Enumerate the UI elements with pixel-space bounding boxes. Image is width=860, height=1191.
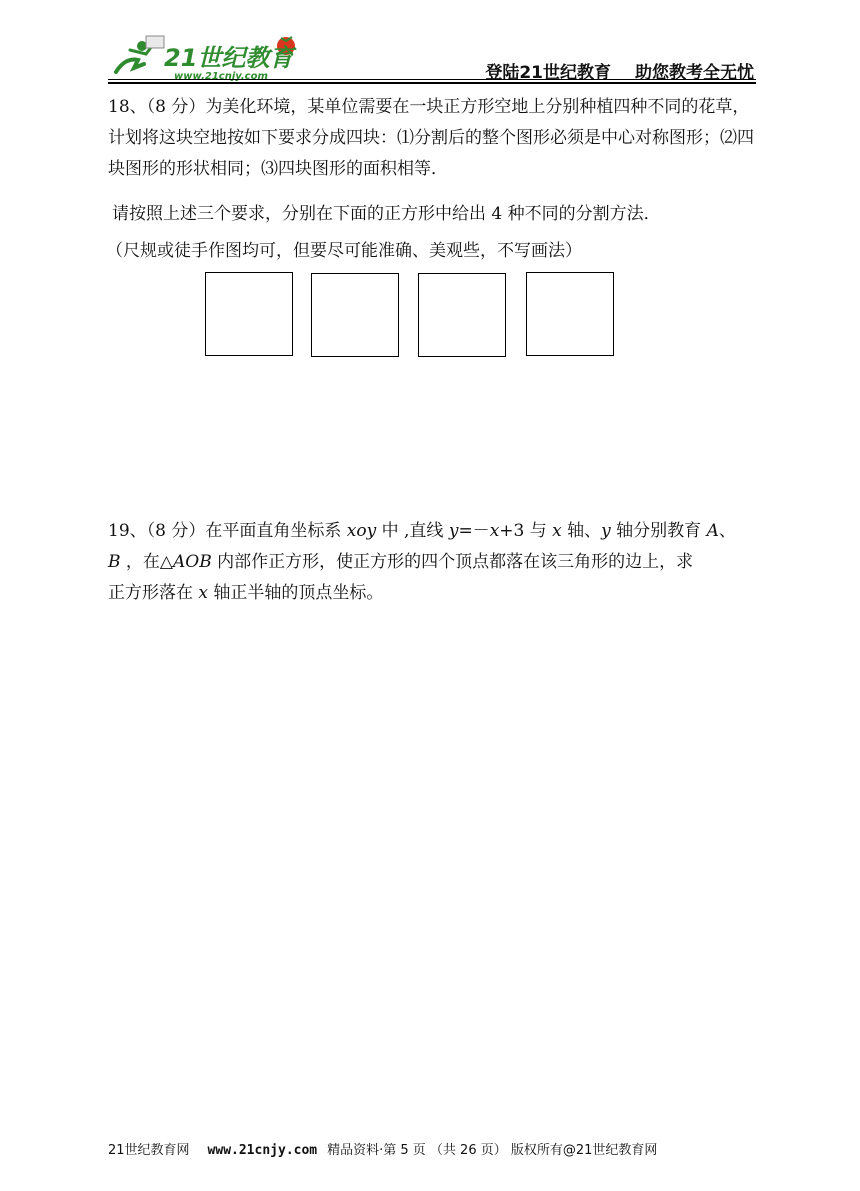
page-footer <box>108 1139 758 1158</box>
footer-site: 21世纪教育网 <box>108 1143 190 1158</box>
header-rule <box>108 79 756 80</box>
21cnjy-logo <box>108 32 308 82</box>
answer-square-3[interactable] <box>418 273 506 357</box>
question-19-text: 19、（8 分）在平面直角坐标系 xoy 中 ,直线 y=－x+3 与 x 轴、y 轴分别教育 A、 B ，在△AOB 内部作正方形，使正方形的四个顶点都落在该三角形的边上，求 正方形落在 x 轴正半轴的顶点坐标。 <box>108 521 736 603</box>
question-18-instruction: 请按照上述三个要求，分别在下面的正方形中给出 4 种不同的分割方法． <box>112 204 661 224</box>
footer-page-info: 精品资料·第 5 页 （共 26 页） 版权所有@21世纪教育网 <box>327 1143 658 1158</box>
slogan-left: 登陆21世纪教育 <box>485 63 611 83</box>
footer-url[interactable]: www.21cnjy.com <box>207 1143 318 1158</box>
slogan-right: 助您教考全无忧 <box>635 63 754 83</box>
svg-text:21世纪教育: 21世纪教育 <box>164 44 294 72</box>
header-rule-thick <box>108 82 756 84</box>
question-18-text: 18、（8 分）为美化环境，某单位需要在一块正方形空地上分别种植四种不同的花草，计划将这块空地按如下要求分成四块：⑴分割后的整个图形必须是中心对称图形；⑵四块图形的形状相同；⑶四块图形的面积相等． <box>108 97 754 179</box>
answer-square-4[interactable] <box>526 272 614 356</box>
answer-square-2[interactable] <box>311 273 399 357</box>
question-18-note: （尺规或徒手作图均可，但要尽可能准确、美观些，不写画法） <box>106 241 582 261</box>
svg-text:www.21cnjy.com: www.21cnjy.com <box>174 71 268 82</box>
answer-square-1[interactable] <box>205 272 293 356</box>
page-header <box>108 28 756 84</box>
